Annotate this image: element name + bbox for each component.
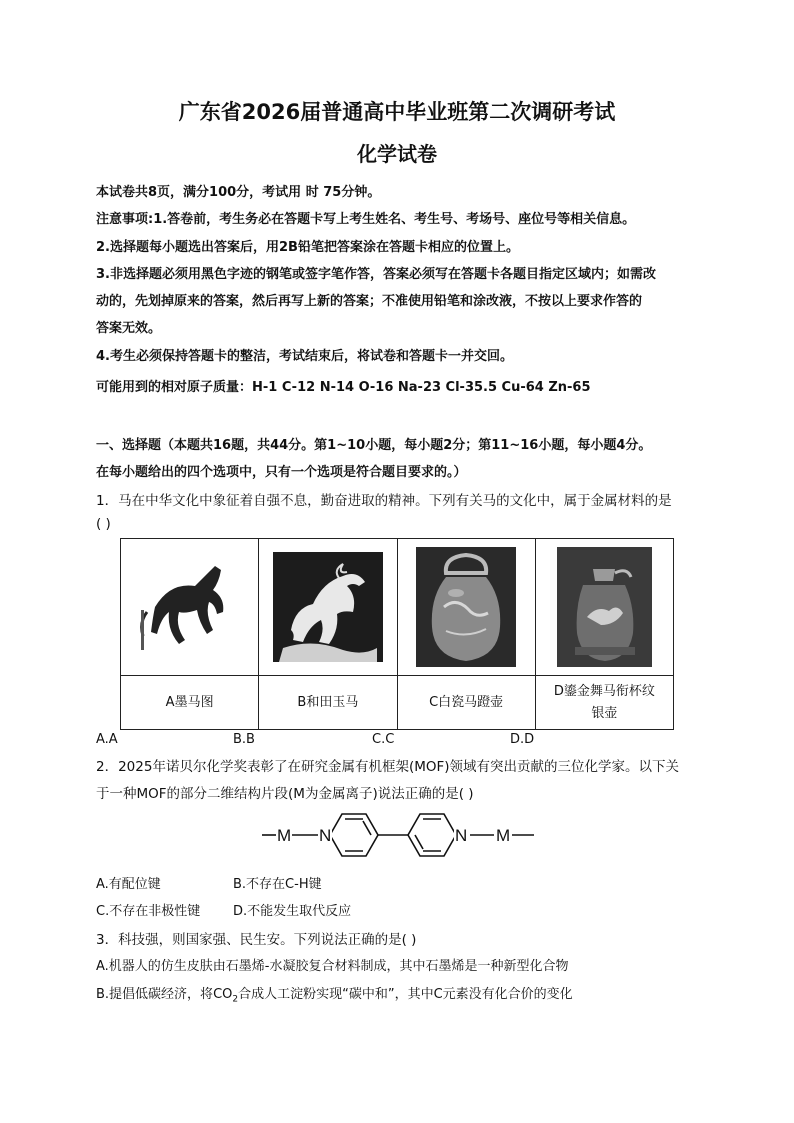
note-pages: 本试卷共8页，满分100分，考试用 时 75分钟。 bbox=[96, 185, 381, 200]
ink-horse-image bbox=[121, 539, 259, 676]
note-4: 4.考生必须保持答题卡的整洁，考试结束后，将试卷和答题卡一并交回。 bbox=[96, 349, 513, 364]
q1-image-table bbox=[120, 538, 674, 730]
mof-structure-diagram bbox=[258, 804, 538, 866]
caption-d: D鎏金舞马衔杯纹 银壶 bbox=[535, 676, 673, 730]
q1-option-a: A.A bbox=[96, 732, 118, 747]
q1-paren: ( ) bbox=[96, 516, 111, 532]
co2-subscript: 2 bbox=[232, 994, 239, 1005]
q1-option-b: B.B bbox=[233, 732, 255, 747]
section-heading-2: 在每小题给出的四个选项中，只有一个选项是符合题目要求的。） bbox=[96, 465, 467, 480]
metal-atom-right: M bbox=[496, 826, 511, 845]
exam-title: 广东省2026届普通高中毕业班第二次调研考试 bbox=[178, 100, 616, 124]
note-3b: 动的，先划掉原来的答案，然后再写上新的答案；不准使用铅笔和涂改液，不按以上要求作答的 bbox=[96, 294, 643, 309]
section-heading-1: 一、选择题（本题共16题，共44分。第1~10小题，每小题2分；第11~16小题，每小题4分。 bbox=[96, 438, 652, 453]
nitrogen-atom-left: N bbox=[319, 826, 332, 845]
caption-b: B和田玉马 bbox=[259, 676, 397, 730]
q2-text-1: 2．2025年诺贝尔化学奖表彰了在研究金属有机框架(MOF)领域有突出贡献的三位化学家。以下关 bbox=[96, 759, 680, 775]
q3-text: 3．科技强，则国家强、民生安。下列说法正确的是( ) bbox=[96, 932, 417, 948]
note-2: 2.选择题每小题选出答案后，用2B铅笔把答案涂在答题卡相应的位置上。 bbox=[96, 240, 519, 255]
q2-option-c: C.不存在非极性键 bbox=[96, 904, 201, 919]
caption-c: C白瓷马蹬壶 bbox=[397, 676, 535, 730]
note-3a: 3.非选择题必须用黑色字迹的钢笔或签字笔作答，答案必须写在答题卡各题目指定区域内；如需改 bbox=[96, 267, 656, 282]
jade-horse-image bbox=[259, 539, 397, 676]
note-1: 注意事项:1.答卷前，考生务必在答题卡写上考生姓名、考生号、考场号、座位号等相关信息。 bbox=[96, 212, 636, 227]
porcelain-flask-image bbox=[397, 539, 535, 676]
caption-a: A墨马图 bbox=[121, 676, 259, 730]
metal-atom-left: M bbox=[277, 826, 292, 845]
q2-option-b: B.不存在C-H键 bbox=[233, 877, 322, 892]
q3-option-b: B.提倡低碳经济，将$CO_2$合成人工淀粉实现“碳中和”，其中C元素没有化合价的变化 bbox=[96, 987, 573, 1005]
note-3c: 答案无效。 bbox=[96, 321, 162, 336]
co2-formula: CO bbox=[213, 987, 233, 1002]
q2-option-a: A.有配位键 bbox=[96, 877, 161, 892]
q1-text: 1．马在中华文化中象征着自强不息，勤奋进取的精神。下列有关马的文化中，属于金属材料的是 bbox=[96, 493, 672, 509]
nitrogen-atom-right: N bbox=[455, 826, 468, 845]
q2-text-2: 于一种MOF的部分二维结构片段(M为金属离子)说法正确的是( ) bbox=[96, 786, 474, 802]
q1-option-d: D.D bbox=[510, 732, 535, 747]
q3-option-a: A.机器人的仿生皮肤由石墨烯-水凝胶复合材料制成，其中石墨烯是一种新型化合物 bbox=[96, 959, 569, 974]
q2-option-d: D.不能发生取代反应 bbox=[233, 904, 352, 919]
silver-flask-image bbox=[535, 539, 673, 676]
exam-subtitle: 化学试卷 bbox=[357, 142, 437, 166]
q1-option-c: C.C bbox=[372, 732, 395, 747]
atomic-masses: 可能用到的相对原子质量：H-1 C-12 N-14 O-16 Na-23 Cl-35.5 Cu-64 Zn-65 bbox=[96, 380, 591, 395]
